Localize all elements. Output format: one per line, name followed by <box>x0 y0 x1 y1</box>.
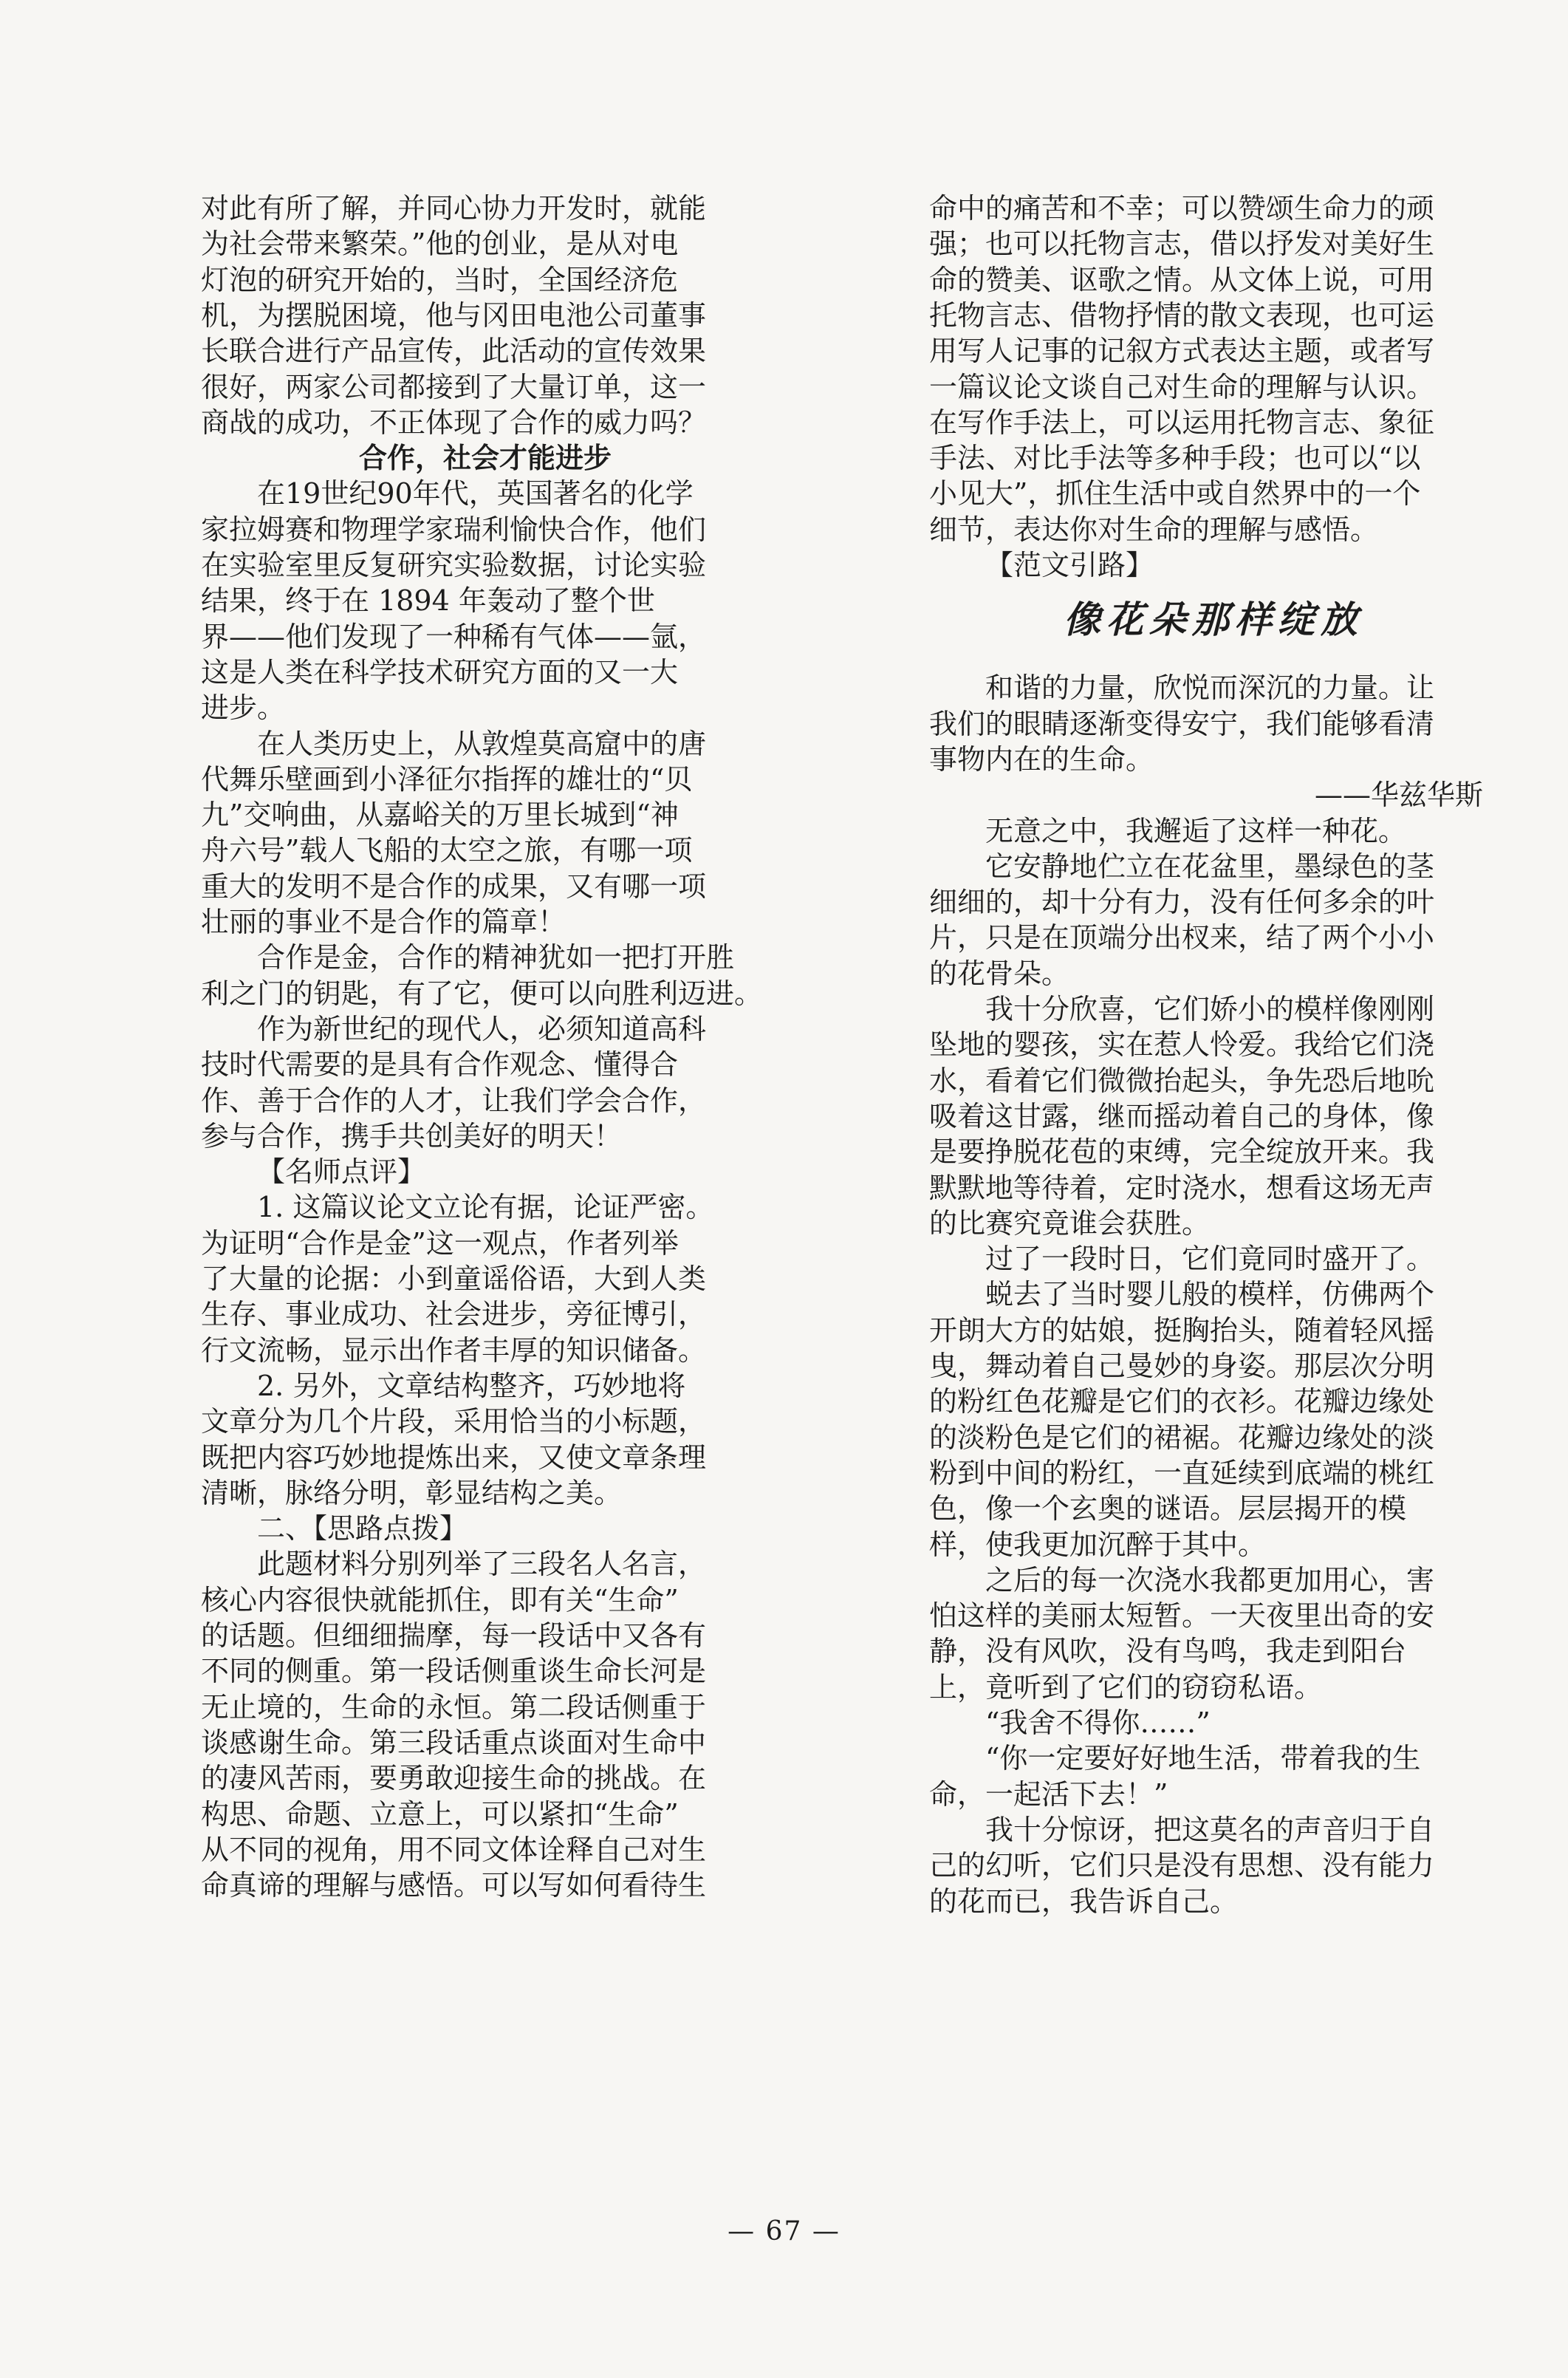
text-line: 细细的，却十分有力，没有任何多余的叶 <box>929 886 1435 919</box>
text-line: 文章分为几个片段，采用恰当的小标题， <box>201 1405 707 1438</box>
text-line: 为社会带来繁荣。”他的创业，是从对电 <box>201 228 679 261</box>
text-line: 在19世纪90年代，英国著名的化学 <box>257 477 694 510</box>
text-line: 的话题。但细细揣摩，每一段话中又各有 <box>201 1619 707 1652</box>
text-line: 粉到中间的粉红，一直延续到底端的桃红 <box>929 1456 1435 1489</box>
text-line: 小见大”，抓住生活中或自然界中的一个 <box>929 477 1421 510</box>
text-line: “我舍不得你……” <box>985 1706 1211 1739</box>
text-line: 曳，舞动着自己曼妙的身姿。那层次分明 <box>929 1350 1435 1382</box>
text-line: 在实验室里反复研究实验数据，讨论实验 <box>201 549 707 581</box>
text-line: 上，竟听到了它们的窃窃私语。 <box>929 1670 1323 1704</box>
text-line: 灯泡的研究开始的，当时，全国经济危 <box>201 263 679 296</box>
text-line: 从不同的视角，用不同文体诠释自己对生 <box>201 1833 707 1866</box>
text-line: 二、【思路点拨】 <box>257 1512 468 1545</box>
text-line: 九”交响曲，从嘉峪关的万里长城到“神 <box>201 799 679 832</box>
text-line: 细节，表达你对生命的理解与感悟。 <box>929 513 1379 546</box>
text-line: 1. 这篇议论文立论有据，论证严密。 <box>257 1191 714 1224</box>
text-line: 参与合作，携手共创美好的明天！ <box>201 1119 623 1152</box>
text-line: 壮丽的事业不是合作的篇章！ <box>201 906 566 938</box>
text-line: 行文流畅，显示出作者丰厚的知识储备。 <box>201 1333 707 1367</box>
text-line: 过了一段时日，它们竟同时盛开了。 <box>985 1243 1435 1276</box>
text-line: 在写作手法上，可以运用托物言志、象征 <box>929 406 1435 439</box>
text-line: 对此有所了解，并同心协力开发时，就能 <box>201 192 707 225</box>
text-line: 我十分惊讶，把这莫名的声音归于自 <box>985 1813 1435 1846</box>
text-line: 商战的成功，不正体现了合作的威力吗？ <box>201 406 707 439</box>
text-line: 既把内容巧妙地提炼出来，又使文章条理 <box>201 1441 707 1474</box>
text-line: 很好，两家公司都接到了大量订单，这一 <box>201 370 707 403</box>
text-line: 作、善于合作的人才，让我们学会合作， <box>201 1084 707 1117</box>
text-line: 的花而已，我告诉自己。 <box>929 1885 1239 1918</box>
text-line: 界——他们发现了一种稀有气体——氩， <box>201 620 707 653</box>
text-line: ——华兹华斯 <box>1314 779 1483 812</box>
text-line: 己的幻听，它们只是没有思想、没有能力 <box>929 1849 1435 1882</box>
text-line: 默默地等待着，定时浇水，想看这场无声 <box>929 1171 1435 1204</box>
text-line: 【名师点评】 <box>257 1155 426 1189</box>
text-line: 【范文引路】 <box>985 549 1154 581</box>
text-line: 片，只是在顶端分出杈来，结了两个小小 <box>929 921 1435 954</box>
text-line: 这是人类在科学技术研究方面的又一大 <box>201 655 679 689</box>
text-line: 核心内容很快就能抓住，即有关“生命” <box>201 1583 679 1616</box>
article-title: 像花朵那样绽放 <box>1064 598 1363 642</box>
text-line: 蜕去了当时婴儿般的模样，仿佛两个 <box>985 1278 1435 1311</box>
text-line: 清晰，脉络分明，彰显结构之美。 <box>201 1476 623 1509</box>
text-line: 色，像一个玄奥的谜语。层层揭开的模 <box>929 1492 1407 1525</box>
text-line: 进步。 <box>201 691 286 725</box>
text-line: 构思、命题、立意上，可以紧扣“生命” <box>201 1797 679 1831</box>
text-line: 为证明“合作是金”这一观点，作者列举 <box>201 1226 679 1260</box>
text-line: 事物内在的生命。 <box>929 742 1154 776</box>
text-line: 谈感谢生命。第三段话重点谈面对生命中 <box>201 1726 707 1759</box>
text-line: 之后的每一次浇水我都更加用心，害 <box>985 1563 1435 1596</box>
text-line: 无止境的，生命的永恒。第二段话侧重于 <box>201 1690 707 1723</box>
text-line: 它安静地伫立在花盆里，墨绿色的茎 <box>985 850 1435 883</box>
text-line: 舟六号”载人飞船的太空之旅，有哪一项 <box>201 834 693 867</box>
text-line: 无意之中，我邂逅了这样一种花。 <box>985 814 1407 847</box>
text-line: 合作，社会才能进步 <box>358 442 612 475</box>
text-line: 家拉姆赛和物理学家瑞利愉快合作，他们 <box>201 513 707 546</box>
text-line: 命真谛的理解与感悟。可以写如何看待生 <box>201 1869 707 1902</box>
text-line: 托物言志、借物抒情的散文表现，也可运 <box>929 298 1435 332</box>
text-line: 重大的发明不是合作的成果，又有哪一项 <box>201 869 707 903</box>
text-line: “你一定要好好地生活，带着我的生 <box>985 1742 1421 1775</box>
text-line: 此题材料分别列举了三段名人名言， <box>257 1548 707 1581</box>
text-line: 长联合进行产品宣传，此活动的宣传效果 <box>201 335 707 368</box>
text-line: 利之门的钥匙，有了它，便可以向胜利迈进。 <box>201 977 763 1010</box>
text-line: 坠地的婴孩，实在惹人怜爱。我给它们浇 <box>929 1028 1435 1062</box>
text-line: 怕这样的美丽太短暂。一天夜里出奇的安 <box>929 1599 1435 1633</box>
text-line: 静，没有风吹，没有鸟鸣，我走到阳台 <box>929 1635 1407 1668</box>
text-line: 在人类历史上，从敦煌莫高窟中的唐 <box>257 727 707 760</box>
text-line: 命的赞美、讴歌之情。从文体上说，可用 <box>929 263 1435 296</box>
text-line: 合作是金，合作的精神犹如一把打开胜 <box>257 941 735 974</box>
text-line: 作为新世纪的现代人，必须知道高科 <box>257 1012 707 1045</box>
text-line: 一篇议论文谈自己对生命的理解与认识。 <box>929 370 1435 403</box>
text-line: 生存、事业成功、社会进步，旁征博引， <box>201 1298 707 1331</box>
text-line: 水，看着它们微微抬起头，争先恐后地吮 <box>929 1064 1435 1097</box>
text-line: 2. 另外，文章结构整齐，巧妙地将 <box>257 1369 686 1402</box>
text-line: 样，使我更加沉醉于其中。 <box>929 1528 1267 1561</box>
text-line: 开朗大方的姑娘，挺胸抬头，随着轻风摇 <box>929 1313 1435 1347</box>
text-line: 我们的眼睛逐渐变得安宁，我们能够看清 <box>929 707 1435 740</box>
text-line: 命中的痛苦和不幸；可以赞颂生命力的顽 <box>929 192 1435 225</box>
text-line: 吸着这甘露，继而摇动着自己的身体，像 <box>929 1099 1435 1132</box>
text-line: 用写人记事的记叙方式表达主题，或者写 <box>929 335 1435 368</box>
text-line: 了大量的论据：小到童谣俗语，大到人类 <box>201 1263 707 1295</box>
text-line: 我十分欣喜，它们娇小的模样像刚刚 <box>985 993 1435 1025</box>
text-line: 不同的侧重。第一段话侧重谈生命长河是 <box>201 1655 707 1688</box>
text-line: 的凄风苦雨，要勇敢迎接生命的挑战。在 <box>201 1762 707 1795</box>
text-line: 手法、对比手法等多种手段；也可以“以 <box>929 442 1421 475</box>
page-number: — 67 — <box>727 2216 841 2247</box>
text-line: 代舞乐壁画到小泽征尔指挥的雄壮的“贝 <box>201 762 693 796</box>
text-line: 的粉红色花瓣是它们的衣衫。花瓣边缘处 <box>929 1385 1435 1418</box>
text-line: 命，一起活下去！” <box>929 1777 1168 1811</box>
text-line: 的花骨朵。 <box>929 957 1070 990</box>
text-line: 结果，终于在 1894 年轰动了整个世 <box>201 584 655 618</box>
text-line: 的淡粉色是它们的裙裾。花瓣边缘处的淡 <box>929 1421 1435 1454</box>
text-line: 强；也可以托物言志，借以抒发对美好生 <box>929 228 1435 261</box>
text-line: 机，为摆脱困境，他与冈田电池公司董事 <box>201 298 707 332</box>
text-line: 的比赛究竟谁会获胜。 <box>929 1206 1211 1240</box>
text-line: 是要挣脱花苞的束缚，完全绽放开来。我 <box>929 1135 1435 1169</box>
text-line: 技时代需要的是具有合作观念、懂得合 <box>201 1048 679 1082</box>
text-line: 和谐的力量，欣悦而深沉的力量。让 <box>985 672 1435 705</box>
